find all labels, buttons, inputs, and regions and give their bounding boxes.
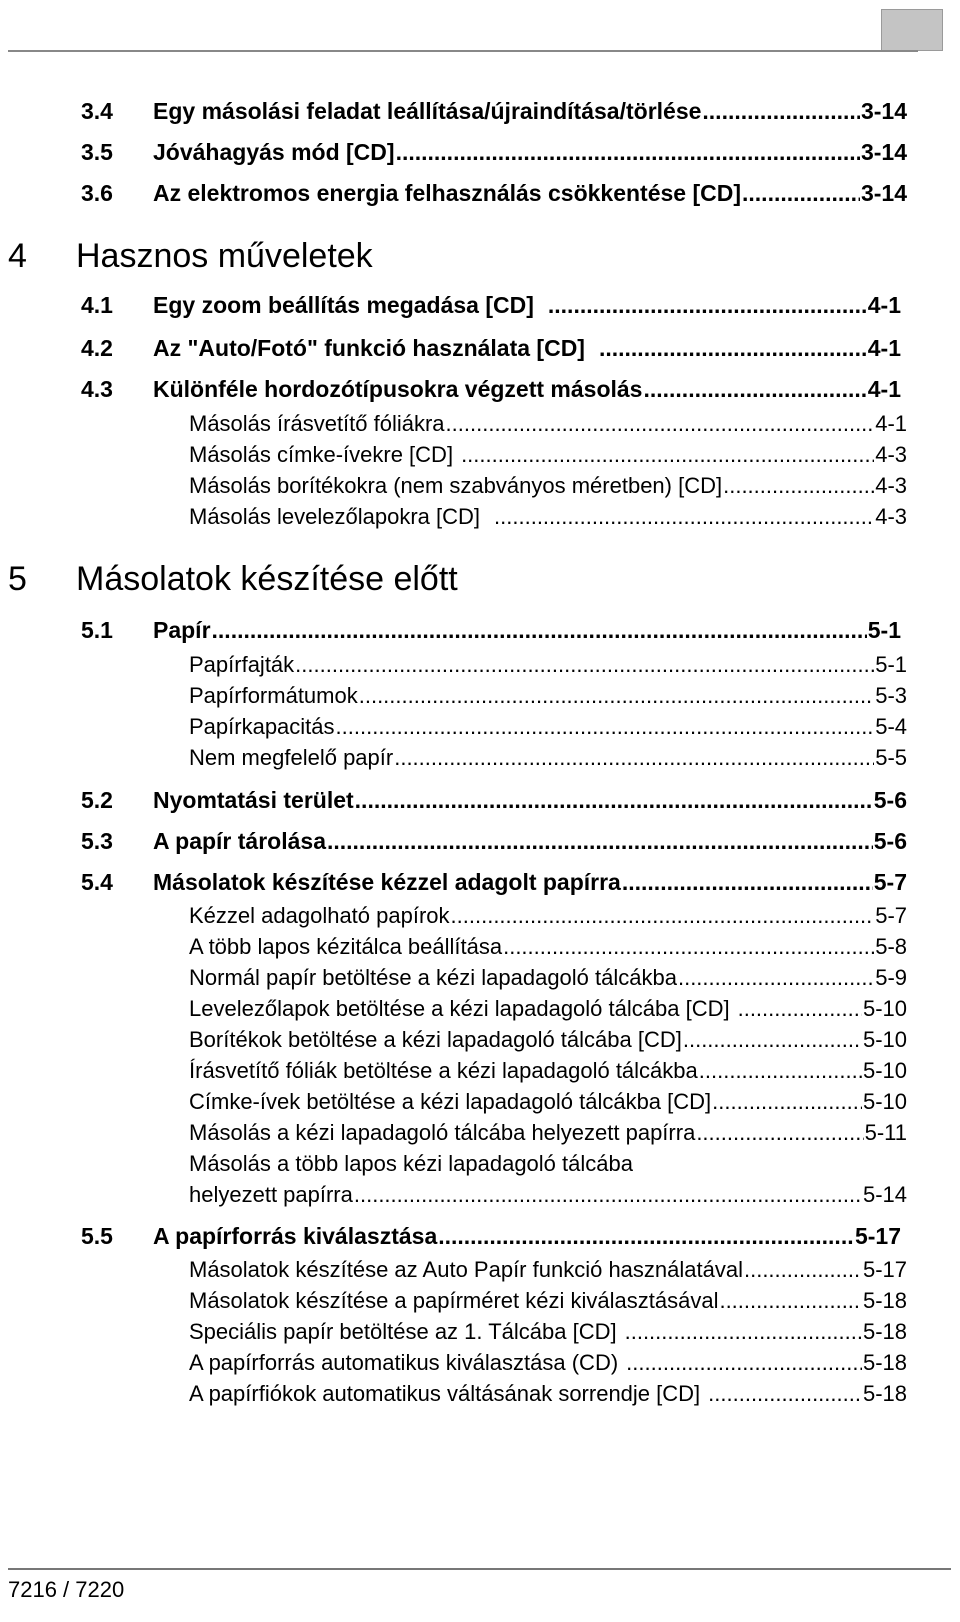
toc-entry-title: Másolás címke-ívekre [CD] [189,442,454,467]
header-rule [8,50,918,52]
toc-entry-4-3[interactable] [81,376,901,403]
toc-entry-page: 4-3 [875,504,907,529]
footer-rule [8,1568,951,1570]
toc-entry-page: 5-5 [875,745,907,770]
chapter-number: 4 [8,237,27,275]
toc-entry-number: 5.4 [81,869,113,895]
toc-entry-title: Másolatok készítése kézzel adagolt papírra [153,869,621,895]
dot-leader [355,787,873,814]
toc-entry-page: 5-14 [862,1182,907,1207]
toc-entry-number: 4.1 [81,292,113,318]
toc-entry-title: Egy másolási feladat leállítása/újraindítása/törlése [153,98,702,124]
toc-entry-title: Papírfajták [189,652,295,677]
dot-leader [744,1257,862,1283]
toc-entry-title: Különféle hordozótípusokra végzett másolás [153,376,643,402]
toc-entry-5-4[interactable] [81,869,907,896]
toc-entry-number: 5.1 [81,617,113,643]
toc-entry-page: 5-17 [854,1223,901,1249]
toc-subentry[interactable] [189,1182,907,1208]
toc-entry-number: 5.2 [81,787,113,813]
toc-entry-title: A papírforrás automatikus kiválasztása (CD) [189,1350,619,1375]
toc-entry-number: 4.3 [81,376,113,402]
chapter-heading-5[interactable] [8,560,458,599]
dot-leader [212,617,867,644]
dot-leader [699,1058,862,1084]
toc-entry-title: A több lapos kézitálca beállítása [189,934,503,959]
toc-entry-number: 3.4 [81,98,113,124]
dot-leader [438,1223,854,1250]
toc-entry-page: 5-7 [873,869,907,895]
dot-leader [683,1027,862,1053]
toc-entry-5-2[interactable] [81,787,907,814]
toc-entry-page: 4-1 [867,335,901,361]
toc-entry-3-5[interactable] [81,139,907,166]
toc-subentry[interactable] [189,1027,907,1053]
dot-leader [626,1350,862,1376]
dot-leader [742,180,860,207]
dot-leader [461,442,874,468]
dot-leader [708,1381,862,1407]
toc-entry-title: Borítékok betöltése a kézi lapadagoló tálcába [CD] [189,1027,682,1052]
toc-subentry[interactable] [189,1288,907,1314]
toc-entry-page: 5-1 [867,617,901,643]
toc-entry-title: Másolatok készítése az Auto Papír funkció használatával [189,1257,743,1282]
toc-entry-title: A papír tárolása [153,828,326,854]
toc-entry-number: 4.2 [81,335,113,361]
dot-leader [394,745,874,771]
toc-entry-title: A papírfiókok automatikus váltásának sorrendje [CD] [189,1381,701,1406]
dot-leader [396,139,860,166]
toc-entry-title: Az "Auto/Fotó" funkció használata [CD] [153,335,585,361]
header-tab-marker [881,9,943,51]
toc-entry-page: 5-10 [862,1058,907,1083]
dot-leader [643,376,866,403]
toc-entry-page: 5-1 [875,652,907,677]
toc-entry-page: 5-11 [864,1120,907,1145]
toc-entry-page: 5-10 [862,1027,907,1052]
toc-entry-title: Az elektromos energia felhasználás csökkentése [CD] [153,180,742,206]
toc-entry-title: Levelezőlapok betöltése a kézi lapadagoló tálcába [CD] [189,996,730,1021]
dot-leader [295,652,874,678]
toc-subentry[interactable] [189,652,907,678]
toc-subentry[interactable] [189,996,907,1022]
toc-entry-page: 4-1 [867,376,901,402]
dot-leader [599,335,867,362]
toc-entry-page: 3-14 [860,98,907,124]
toc-entry-title: Papírformátumok [189,683,358,708]
footer-model-number: 7216 / 7220 [8,1577,125,1602]
toc-entry-4-1[interactable] [81,292,901,319]
toc-entry-page: 3-14 [860,180,907,206]
toc-entry-title: Másolás a kézi lapadagoló tálcába helyezett papírra [189,1120,696,1145]
chapter-number: 5 [8,560,27,598]
toc-entry-title: Normál papír betöltése a kézi lapadagoló tálcákba [189,965,677,990]
toc-entry-5-1[interactable] [81,617,901,644]
toc-subentry[interactable] [189,442,907,468]
toc-entry-number: 3.5 [81,139,113,165]
dot-leader [723,473,874,499]
toc-entry-page: 5-17 [862,1257,907,1282]
toc-entry-title: Másolás levelezőlapokra [CD] [189,504,481,529]
toc-entry-number: 5.5 [81,1223,113,1249]
toc-entry-page: 4-3 [875,442,907,467]
toc-entry-page: 3-14 [860,139,907,165]
dot-leader [696,1120,863,1146]
toc-entry-number: 3.6 [81,180,113,206]
dot-leader [738,996,862,1022]
toc-entry-5-5[interactable] [81,1223,901,1250]
dot-leader [327,828,873,855]
chapter-title: Másolatok készítése előtt [76,560,458,598]
dot-leader [712,1089,862,1115]
dot-leader [336,714,875,740]
toc-entry-4-2[interactable] [81,335,901,362]
chapter-heading-4[interactable] [8,237,373,276]
dot-leader [359,683,874,709]
toc-entry-page: 4-1 [867,292,901,318]
dot-leader [451,903,875,929]
toc-entry-title: Másolás borítékokra (nem szabványos méretben) [CD] [189,473,723,498]
toc-entry-page: 5-10 [862,996,907,1021]
toc-entry-page: 5-9 [875,965,907,990]
toc-subentry[interactable] [189,934,907,960]
dot-leader [719,1288,862,1314]
toc-subentry[interactable] [189,1350,907,1376]
toc-subentry[interactable] [189,1319,907,1345]
toc-entry-title: Papírkapacitás [189,714,335,739]
toc-entry-title: Írásvetítő fóliák betöltése a kézi lapadagoló tálcákba [189,1058,698,1083]
dot-leader [678,965,874,991]
toc-subentry[interactable] [189,1089,907,1115]
toc-entry-number: 5.3 [81,828,113,854]
toc-entry-3-4[interactable] [81,98,907,125]
toc-entry-page: 5-7 [875,903,907,928]
toc-entry-page: 5-8 [875,934,907,959]
toc-entry-title: Speciális papír betöltése az 1. Tálcába [CD] [189,1319,617,1344]
toc-entry-title: Nem megfelelő papír [189,745,394,770]
dot-leader [548,292,867,319]
toc-entry-page: 5-18 [862,1350,907,1375]
toc-subentry[interactable] [189,1381,907,1407]
toc-entry-page: 5-3 [875,683,907,708]
toc-subentry[interactable] [189,504,907,530]
toc-entry-page: 5-18 [862,1319,907,1344]
toc-entry-title: Papír [153,617,211,643]
toc-entry-title: Jóváhagyás mód [CD] [153,139,395,165]
toc-entry-title: Másolatok készítése a papírméret kézi kiválasztásával [189,1288,719,1313]
dot-leader [702,98,860,125]
toc-entry-title: Címke-ívek betöltése a kézi lapadagoló tálcákba [CD] [189,1089,712,1114]
toc-subentry[interactable] [189,411,907,437]
toc-subentry[interactable] [189,714,907,740]
toc-subentry[interactable] [189,1058,907,1084]
toc-entry-title: helyezett papírra [189,1182,353,1207]
toc-entry-page: 5-10 [862,1089,907,1114]
toc-subentry[interactable] [189,745,907,771]
toc-entry-title: Egy zoom beállítás megadása [CD] [153,292,534,318]
chapter-title: Hasznos műveletek [76,237,373,275]
toc-subentry[interactable] [189,1120,907,1146]
toc-subentry[interactable] [189,473,907,499]
toc-entry-3-6[interactable] [81,180,907,207]
dot-leader [622,869,873,896]
toc-entry-title: A papírforrás kiválasztása [153,1223,438,1249]
toc-subentry[interactable] [189,1257,907,1283]
toc-entry-page: 5-18 [862,1288,907,1313]
toc-entry-5-3[interactable] [81,828,907,855]
toc-entry-title: Kézzel adagolható papírok [189,903,450,928]
toc-subentry-continued-title[interactable]: Másolás a több lapos kézi lapadagoló tálcába [189,1151,633,1176]
dot-leader [625,1319,862,1345]
toc-subentry[interactable] [189,683,907,709]
toc-entry-page: 4-3 [875,473,907,498]
toc-entry-title: Nyomtatási terület [153,787,354,813]
toc-entry-title: Másolás írásvetítő fóliákra [189,411,445,436]
toc-entry-page: 4-1 [875,411,907,436]
toc-entry-page: 5-6 [873,787,907,813]
toc-entry-page: 5-4 [875,714,907,739]
toc-subentry[interactable] [189,903,907,929]
dot-leader [354,1182,862,1208]
dot-leader [503,934,874,960]
toc-subentry[interactable] [189,965,907,991]
dot-leader [494,504,874,530]
dot-leader [446,411,875,437]
toc-entry-page: 5-18 [862,1381,907,1406]
toc-entry-page: 5-6 [873,828,907,854]
